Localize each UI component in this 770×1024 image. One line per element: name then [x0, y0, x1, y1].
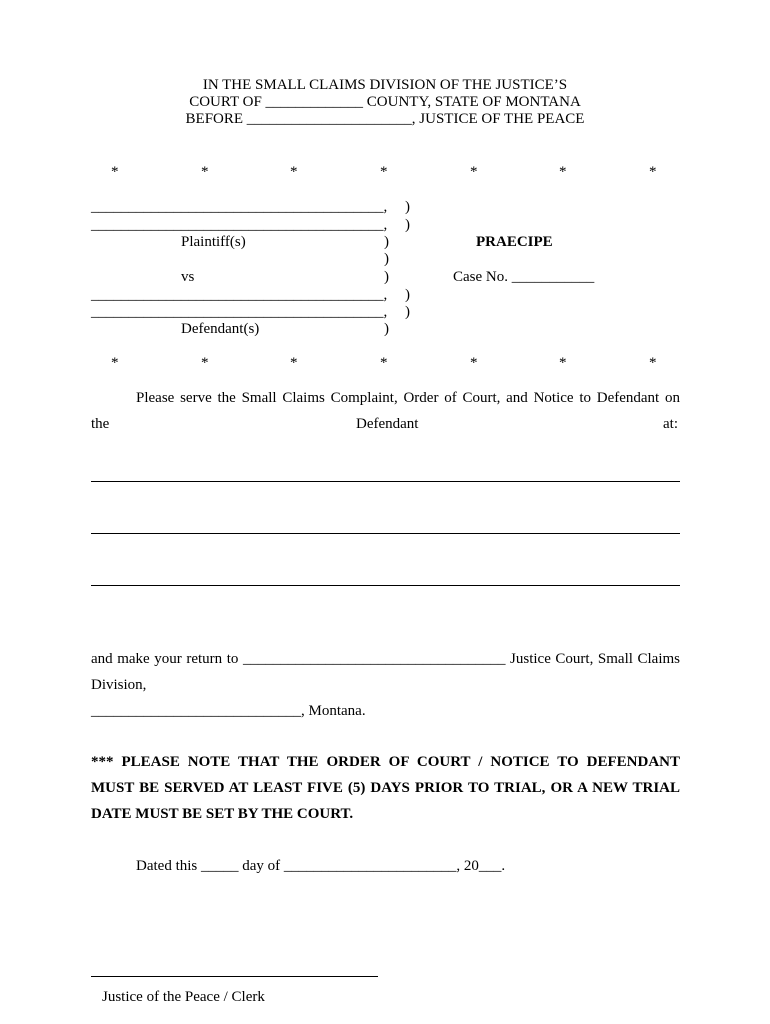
separator-star: *	[470, 164, 478, 180]
request-word-at: at:	[663, 416, 678, 432]
vs-label: vs	[181, 269, 195, 285]
caption-paren: )	[405, 199, 410, 215]
caption-paren: )	[384, 234, 389, 250]
separator-star: *	[649, 355, 657, 371]
return-city-line: ____________________________, Montana.	[91, 703, 366, 719]
separator-star: *	[559, 164, 567, 180]
court-header-line-2: COURT OF _____________ COUNTY, STATE OF MONTANA	[189, 94, 581, 110]
plaintiff-name-line: _______________________________________,	[91, 199, 388, 215]
service-request-line-1: Please serve the Small Claims Complaint, Order of Court, and Notice to Defendant on	[136, 390, 680, 406]
address-line-2	[91, 533, 680, 534]
plaintiff-label: Plaintiff(s)	[181, 234, 246, 250]
document-title: PRAECIPE	[476, 234, 553, 250]
court-header-line-1: IN THE SMALL CLAIMS DIVISION OF THE JUSTICE’S	[202, 77, 568, 93]
separator-star: *	[559, 355, 567, 371]
return-division: Division,	[91, 677, 147, 693]
address-line-3	[91, 585, 680, 586]
caption-paren: )	[384, 251, 389, 267]
request-word-the: the	[91, 416, 110, 432]
separator-star: *	[470, 355, 478, 371]
notice-line-2: MUST BE SERVED AT LEAST FIVE (5) DAYS PRIOR TO TRIAL, OR A NEW TRIAL	[91, 780, 680, 796]
caption-paren: )	[384, 321, 389, 337]
separator-star: *	[649, 164, 657, 180]
caption-paren: )	[405, 304, 410, 320]
separator-star: *	[111, 355, 119, 371]
plaintiff-name-line: _______________________________________,	[91, 217, 388, 233]
caption-paren: )	[384, 269, 389, 285]
dated-line: Dated this _____ day of _______________________, 20___.	[136, 858, 506, 874]
defendant-label: Defendant(s)	[181, 321, 260, 337]
caption-paren: )	[405, 287, 410, 303]
separator-star: *	[201, 355, 209, 371]
defendant-name-line: _______________________________________,	[91, 304, 388, 320]
request-word-defendant: Defendant	[356, 416, 419, 432]
separator-star: *	[111, 164, 119, 180]
separator-star: *	[380, 164, 388, 180]
address-line-1	[91, 481, 680, 482]
return-line: and make your return to ___________________________________ Justice Court, Small Claims	[91, 651, 680, 667]
notice-line-1: *** PLEASE NOTE THAT THE ORDER OF COURT / NOTICE TO DEFENDANT	[91, 754, 680, 770]
signature-line	[91, 976, 378, 977]
separator-star: *	[380, 355, 388, 371]
case-number: Case No. ___________	[453, 269, 595, 285]
court-header-line-3: BEFORE ______________________, JUSTICE OF THE PEACE	[185, 111, 585, 127]
separator-star: *	[201, 164, 209, 180]
notice-line-3: DATE MUST BE SET BY THE COURT.	[91, 806, 354, 822]
defendant-name-line: _______________________________________,	[91, 287, 388, 303]
separator-star: *	[290, 355, 298, 371]
caption-paren: )	[405, 217, 410, 233]
separator-star: *	[290, 164, 298, 180]
signature-label: Justice of the Peace / Clerk	[102, 989, 265, 1005]
